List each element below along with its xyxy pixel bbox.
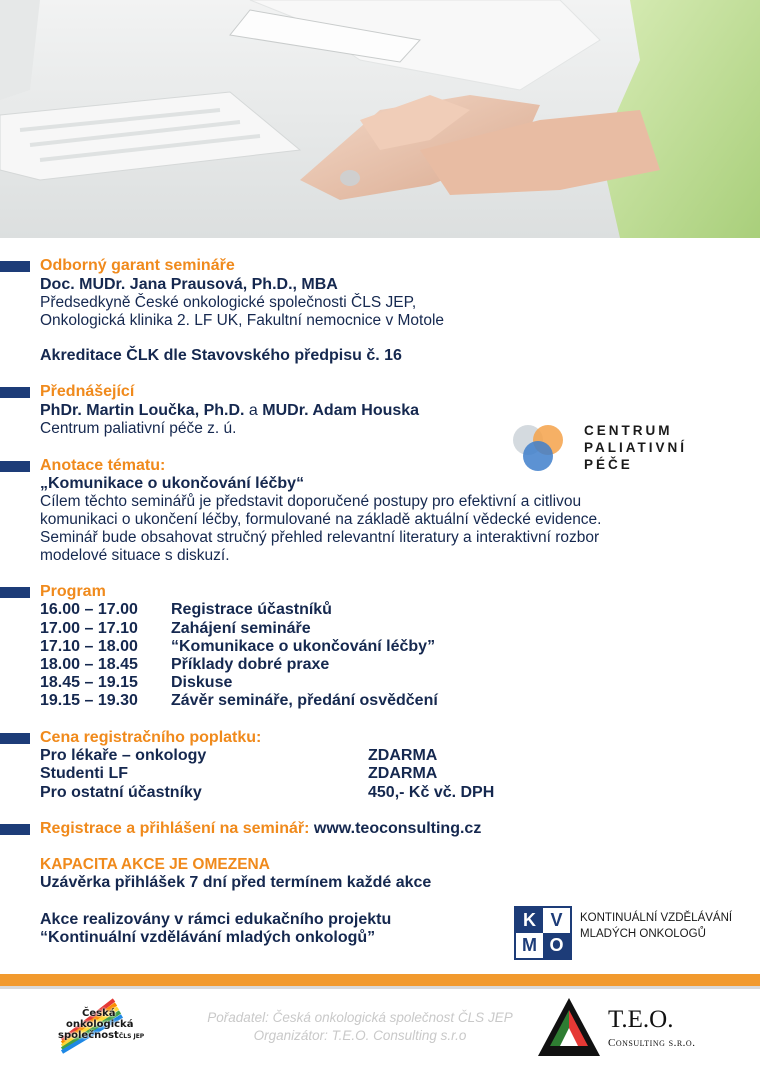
annotation-title: „Komunikace o ukončování léčby“ bbox=[40, 475, 305, 492]
program-item: Diskuse bbox=[171, 674, 233, 691]
program-row bbox=[40, 638, 435, 656]
fee-row bbox=[40, 747, 438, 765]
registration-line bbox=[40, 820, 481, 838]
footer-divider-shadow bbox=[0, 986, 760, 989]
garant-heading: Odborný garant semináře bbox=[40, 257, 235, 274]
program-time: 16.00 – 17.00 bbox=[40, 601, 138, 618]
kvmo-logo bbox=[514, 906, 744, 960]
section-marker bbox=[0, 824, 30, 835]
section-marker bbox=[0, 261, 30, 272]
fee-label: Pro ostatní účastníky bbox=[40, 784, 202, 801]
program-item: “Komunikace o ukončování léčby” bbox=[171, 638, 436, 655]
annotation-heading: Anotace tématu: bbox=[40, 457, 166, 474]
hero-photo bbox=[0, 0, 760, 238]
cpp-logo-line3: PÉČE bbox=[584, 457, 633, 472]
kvmo-text1: KONTINUÁLNÍ VZDĚLÁVÁNÍ bbox=[580, 912, 733, 924]
annotation-line-4: modelové situace s diskuzí. bbox=[40, 547, 230, 564]
capacity-warning: KAPACITA AKCE JE OMEZENA bbox=[40, 856, 270, 873]
program-row bbox=[40, 674, 232, 692]
registration-label: Registrace a přihlášení na seminář: bbox=[40, 820, 310, 837]
fee-row bbox=[40, 784, 495, 802]
cpp-logo bbox=[508, 420, 708, 476]
fee-value: ZDARMA bbox=[368, 765, 438, 782]
project-line1: Akce realizovány v rámci edukačního projektu bbox=[40, 911, 392, 928]
cos-logo bbox=[44, 994, 148, 1056]
kvmo-mark bbox=[514, 906, 572, 960]
program-item: Registrace účastníků bbox=[171, 601, 332, 618]
section-marker bbox=[0, 587, 30, 598]
teo-logo-sub: Consulting s.r.o. bbox=[608, 1037, 696, 1049]
cos-logo-suffix: ČLS JEP bbox=[118, 1033, 145, 1040]
accreditation-text: Akreditace ČLK dle Stavovského předpisu č. 16 bbox=[40, 347, 402, 364]
program-time: 18.45 – 19.15 bbox=[40, 674, 138, 691]
kvmo-k: K bbox=[516, 908, 543, 933]
speakers-heading: Přednášející bbox=[40, 383, 135, 400]
program-item: Zahájení semináře bbox=[171, 620, 311, 637]
program-row bbox=[40, 692, 438, 710]
program-time: 19.15 – 19.30 bbox=[40, 692, 138, 709]
teo-triangle-icon bbox=[536, 996, 602, 1058]
fee-label: Studenti LF bbox=[40, 765, 128, 782]
annotation-line-3: Seminář bude obsahovat stručný přehled relevantní literatury a interaktivní rozbor bbox=[40, 529, 600, 546]
teo-logo-name: T.E.O. bbox=[608, 1006, 674, 1033]
speaker-2: MUDr. Adam Houska bbox=[262, 402, 420, 419]
speakers-org: Centrum paliativní péče z. ú. bbox=[40, 420, 237, 437]
cpp-logo-line2: PALIATIVNÍ bbox=[584, 440, 687, 455]
cpp-circles-icon bbox=[508, 420, 570, 476]
program-time: 18.00 – 18.45 bbox=[40, 656, 138, 673]
annotation-line-2: komunikaci o ukončení léčby, formulované na základě aktuální vědecké evidence. bbox=[40, 511, 602, 528]
garant-line2: Onkologická klinika 2. LF UK, Fakultní nemocnice v Motole bbox=[40, 312, 445, 329]
program-item: Závěr semináře, předání osvědčení bbox=[171, 692, 438, 709]
fee-row bbox=[40, 765, 438, 783]
footer-divider bbox=[0, 974, 760, 986]
program-row bbox=[40, 656, 329, 674]
cos-logo-line2: onkologická bbox=[66, 1019, 134, 1030]
project-line2: “Kontinuální vzdělávání mladých onkologů” bbox=[40, 929, 376, 946]
program-heading: Program bbox=[40, 583, 106, 600]
registration-link[interactable]: www.teoconsulting.cz bbox=[313, 820, 482, 837]
speaker-1: PhDr. Martin Loučka, Ph.D. bbox=[40, 402, 245, 419]
footer-organization: Organizátor: T.E.O. Consulting s.r.o bbox=[253, 1028, 467, 1043]
teo-logo bbox=[536, 996, 736, 1060]
program-item: Příklady dobré praxe bbox=[171, 656, 330, 673]
fee-label: Pro lékaře – onkology bbox=[40, 747, 207, 764]
program-row bbox=[40, 620, 311, 638]
kvmo-o: O bbox=[543, 933, 570, 958]
program-row bbox=[40, 601, 332, 619]
garant-name: Doc. MUDr. Jana Prausová, Ph.D., MBA bbox=[40, 276, 338, 293]
section-marker bbox=[0, 461, 30, 472]
footer-organizer: Pořadatel: Česká onkologická společnost ČLS JEP bbox=[207, 1010, 513, 1025]
speaker-conj: a bbox=[244, 402, 263, 419]
cos-logo-line1: Česká bbox=[82, 1008, 116, 1019]
cos-logo-line3: společnost bbox=[58, 1030, 119, 1041]
kvmo-m: M bbox=[522, 935, 537, 955]
hands-illustration bbox=[0, 0, 760, 238]
footer-credits bbox=[170, 1009, 550, 1045]
section-marker bbox=[0, 387, 30, 398]
fee-value: ZDARMA bbox=[368, 747, 438, 764]
fee-heading: Cena registračního poplatku: bbox=[40, 729, 262, 746]
cpp-logo-line1: CENTRUM bbox=[584, 423, 673, 438]
kvmo-v: V bbox=[550, 910, 563, 930]
kvmo-text2: MLADÝCH ONKOLOGŮ bbox=[580, 928, 706, 940]
garant-line1: Předsedkyně České onkologické společnosti ČLS JEP, bbox=[40, 294, 417, 311]
fee-value: 450,- Kč vč. DPH bbox=[368, 784, 495, 801]
program-time: 17.00 – 17.10 bbox=[40, 620, 138, 637]
speakers-names bbox=[40, 402, 419, 420]
annotation-line-1: Cílem těchto seminářů je představit doporučené postupy pro efektivní a citlivou bbox=[40, 493, 582, 510]
section-marker bbox=[0, 733, 30, 744]
program-time: 17.10 – 18.00 bbox=[40, 638, 138, 655]
capacity-deadline: Uzávěrka přihlášek 7 dní před termínem každé akce bbox=[40, 874, 432, 891]
